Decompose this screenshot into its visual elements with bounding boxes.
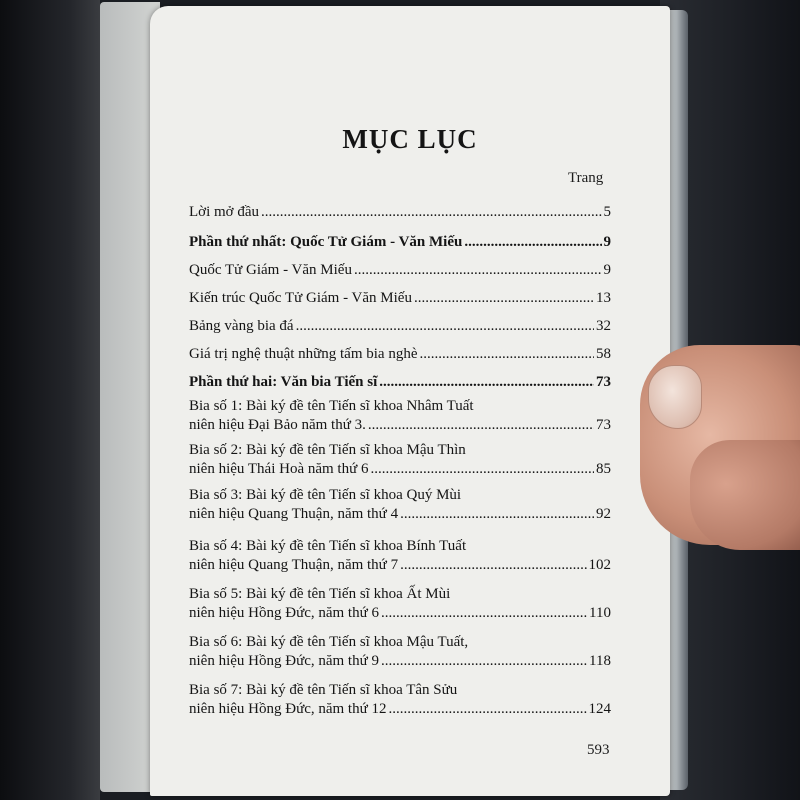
- toc-entry-text: niên hiệu Đại Bảo năm thứ 3.: [189, 417, 366, 433]
- toc-entry-text: Bia số 7: Bài ký đề tên Tiến sĩ khoa Tân Sửu: [189, 682, 458, 698]
- toc-entry-page: 9: [603, 234, 611, 250]
- toc-entry-text: niên hiệu Thái Hoà năm thứ 6: [189, 461, 369, 477]
- toc-entry-line: [189, 700, 611, 719]
- toc-entry-page: 110: [589, 605, 611, 621]
- toc-entry-line: [189, 345, 611, 364]
- toc-entry-page: 92: [596, 506, 611, 522]
- toc-entry: [189, 633, 611, 671]
- toc-entry-page: 102: [588, 557, 611, 573]
- toc-entry-page: 58: [596, 346, 611, 362]
- toc-leader-dots: [400, 556, 586, 575]
- background-left: [0, 0, 100, 800]
- toc-entry-text: Bia số 4: Bài ký đề tên Tiến sĩ khoa Bính Tuất: [189, 538, 467, 554]
- toc-entry-page: 124: [588, 701, 611, 717]
- toc-entry-page: 73: [596, 417, 611, 433]
- toc-entry-line: [189, 416, 611, 435]
- toc-entry-text: Bia số 1: Bài ký đề tên Tiến sĩ khoa Nhâm Tuất: [189, 398, 474, 414]
- toc-entry-text: Bia số 3: Bài ký đề tên Tiến sĩ khoa Quý Mùi: [189, 487, 462, 503]
- toc-entry-text: niên hiệu Quang Thuận, năm thứ 7: [189, 557, 399, 573]
- page-number: 593: [587, 742, 610, 758]
- toc-entry-text: Bia số 2: Bài ký đề tên Tiến sĩ khoa Mậu Thìn: [189, 442, 466, 458]
- toc-entry-page: 85: [596, 461, 611, 477]
- toc-entry-line: [189, 537, 611, 556]
- thumb-nail: [648, 365, 702, 429]
- toc-entry-line: [189, 604, 611, 623]
- toc-entry-text: Lời mở đầu: [189, 204, 260, 220]
- toc-leader-dots: [296, 317, 594, 336]
- toc-entry-line: [189, 633, 611, 652]
- toc-entry-line: [189, 289, 611, 308]
- toc-entry-page: 9: [603, 262, 611, 278]
- toc-entry: [189, 681, 611, 719]
- toc-entry-line: [189, 486, 611, 505]
- toc-entry: [189, 537, 611, 575]
- page-title: MỤC LỤC: [342, 124, 478, 154]
- toc-leader-dots: [354, 261, 602, 280]
- toc-entry-page: 13: [596, 290, 611, 306]
- toc-entry-line: [189, 460, 611, 479]
- page-column-label: Trang: [568, 170, 604, 186]
- toc-leader-dots: [420, 345, 595, 364]
- toc-entry-page: 73: [596, 374, 611, 390]
- toc-leader-dots: [381, 652, 587, 671]
- toc-entry-text: niên hiệu Quang Thuận, năm thứ 4: [189, 506, 399, 522]
- toc-leader-dots: [400, 505, 594, 524]
- toc-entry-text: Quốc Tử Giám - Văn Miếu: [189, 262, 352, 278]
- toc-entry-line: [189, 397, 611, 416]
- toc-entry-text: Kiến trúc Quốc Tử Giám - Văn Miếu: [189, 290, 412, 306]
- toc-leader-dots: [261, 203, 601, 222]
- toc-entry: [189, 233, 611, 252]
- toc-entry-line: [189, 441, 611, 460]
- toc-entry-text: niên hiệu Hồng Đức, năm thứ 12: [189, 701, 387, 717]
- holding-hand-finger: [690, 440, 800, 550]
- toc-entry: [189, 317, 611, 336]
- toc-entry: [189, 397, 611, 435]
- toc-entry-page: 118: [589, 653, 611, 669]
- toc-entry-line: [189, 373, 611, 392]
- toc-entry-text: niên hiệu Hồng Đức, năm thứ 6: [189, 605, 379, 621]
- toc-entry-line: [189, 261, 611, 280]
- toc-entry-line: [189, 556, 611, 575]
- toc-leader-dots: [379, 373, 594, 392]
- toc-entry: [189, 441, 611, 479]
- toc-entry-text: Giá trị nghệ thuật những tấm bia nghè: [189, 346, 418, 362]
- toc-entry: [189, 203, 611, 222]
- toc-leader-dots: [381, 604, 587, 623]
- toc-leader-dots: [370, 460, 594, 479]
- toc-entry-line: [189, 233, 611, 252]
- toc-entry-line: [189, 652, 611, 671]
- toc-leader-dots: [414, 289, 594, 308]
- toc-entry: [189, 261, 611, 280]
- toc-entry-text: Bia số 5: Bài ký đề tên Tiến sĩ khoa Ất Mùi: [189, 586, 451, 602]
- toc-entry: [189, 289, 611, 308]
- toc-entry: [189, 585, 611, 623]
- toc-entry: [189, 345, 611, 364]
- toc-entry-line: [189, 585, 611, 604]
- toc-entry-text: niên hiệu Hồng Đức, năm thứ 9: [189, 653, 379, 669]
- toc-entry-line: [189, 203, 611, 222]
- toc-leader-dots: [388, 700, 586, 719]
- toc-entry-text: Bảng vàng bia đá: [189, 318, 294, 334]
- toc-leader-dots: [464, 233, 601, 252]
- toc-entry-page: 32: [596, 318, 611, 334]
- toc-entry-line: [189, 681, 611, 700]
- toc-entry-text: Phần thứ nhất: Quốc Tử Giám - Văn Miếu: [189, 234, 463, 250]
- toc-entry: [189, 486, 611, 524]
- toc-entry-text: Phần thứ hai: Văn bia Tiến sĩ: [189, 374, 378, 390]
- toc-entry-page: 5: [603, 204, 611, 220]
- toc-leader-dots: [368, 416, 594, 435]
- toc-entry-text: Bia số 6: Bài ký đề tên Tiến sĩ khoa Mậu Tuất,: [189, 634, 469, 650]
- toc-entry-line: [189, 317, 611, 336]
- toc-entry-line: [189, 505, 611, 524]
- toc-entry: [189, 373, 611, 392]
